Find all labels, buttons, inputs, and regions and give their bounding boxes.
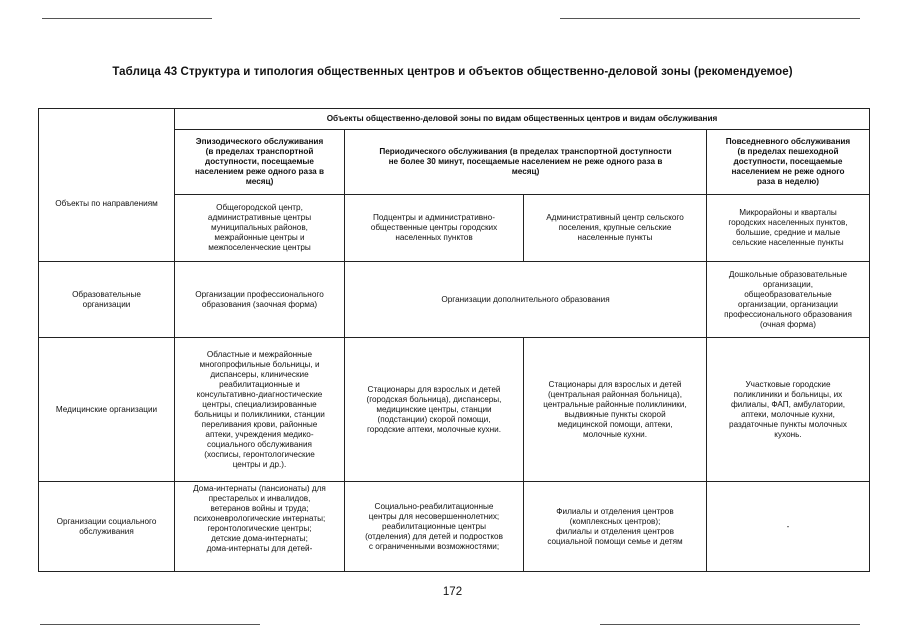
document-title: Таблица 43 Структура и типология общественных центров и объектов общественно-деловой зоны (рекомендуемое) [112,66,793,78]
periodic-city-cell: Стационары для взрослых и детей (городская больница), диспансеры, медицинские центры, станции (подстанции) скорой помощи, городские аптеки, молочные кухни. [345,338,524,482]
periodic-city-cell: Социально-реабилитационные центры для несовершеннолетних; реабилитационные центры (отделения) для детей и подростков с ограниченными возможностями; [345,482,524,572]
periodic-city-center-cell: Подцентры и административно- общественные центры городских населенных пунктов [345,195,524,262]
table-row [39,482,870,572]
bottom-rule-right [600,624,860,625]
category-cell: Образовательные организации [39,262,175,338]
row-header-cell: Объекты по направлениям [39,109,175,262]
episodic-header-cell: Эпизодического обслуживания (в пределах транспортной доступности, посещаемые населением реже одного раза в месяц) [175,130,345,195]
episodic-cell: Областные и межрайонные многопрофильные больницы, и диспансеры, клинические реабилитационные и консультативно-диагностические центры, специализированные больницы и поликлиники, станции переливания крови, районные аптеки, учреждения медико- социального обслуживания (хосписы, геронтологические центры и др.). [175,338,345,482]
top-rule-right [560,18,860,19]
episodic-center-cell: Общегородской центр, административные центры муниципальных районов, межрайонные центры и межпоселенческие центры [175,195,345,262]
daily-center-cell: Микрорайоны и кварталы городских населенных пунктов, большие, средние и малые сельские населенные пункты [707,195,870,262]
top-rule-left [42,18,212,19]
periodic-cell: Организации дополнительного образования [345,262,707,338]
document-table [38,108,870,572]
episodic-cell: Организации профессионального образования (заочная форма) [175,262,345,338]
periodic-header-cell: Периодического обслуживания (в пределах транспортной доступности не более 30 минут, посещаемые населением не реже одного раза в месяц) [345,130,707,195]
daily-cell: Участковые городские поликлиники и больницы, их филиалы, ФАП, амбулатории, аптеки, молочные кухни, раздаточные пункты молочных кухонь. [707,338,870,482]
table-row [39,338,870,482]
bottom-rule-left [40,624,260,625]
periodic-rural-center-cell: Административный центр сельского поселения, крупные сельские населенные пункты [524,195,707,262]
periodic-rural-cell: Филиалы и отделения центров (комплексных центров); филиалы и отделения центров социальной помощи семье и детям [524,482,707,572]
category-cell: Организации социального обслуживания [39,482,175,572]
daily-cell: - [707,482,870,572]
category-cell: Медицинские организации [39,338,175,482]
daily-header-cell: Повседневного обслуживания (в пределах пешеходной доступности, посещаемые населением не реже одного раза в неделю) [707,130,870,195]
page-number: 172 [442,586,463,598]
episodic-cell: Дома-интернаты (пансионаты) для престарелых и инвалидов, ветеранов войны и труда; психоневрологические интернаты; геронтологические центры; детские дома-интернаты; дома-интернаты для детей- [175,482,345,572]
table-row [39,262,870,338]
daily-cell: Дошкольные образовательные организации, общеобразовательные организации, организации профессионального образования (очная форма) [707,262,870,338]
main-header-cell: Объекты общественно-деловой зоны по видам общественных центров и видам обслуживания [175,109,870,130]
table-header-row [39,109,870,130]
periodic-rural-cell: Стационары для взрослых и детей (центральная районная больница), центральные районные поликлиники, выдвижные пункты скорой медицинской помощи, аптеки, молочные кухни. [524,338,707,482]
